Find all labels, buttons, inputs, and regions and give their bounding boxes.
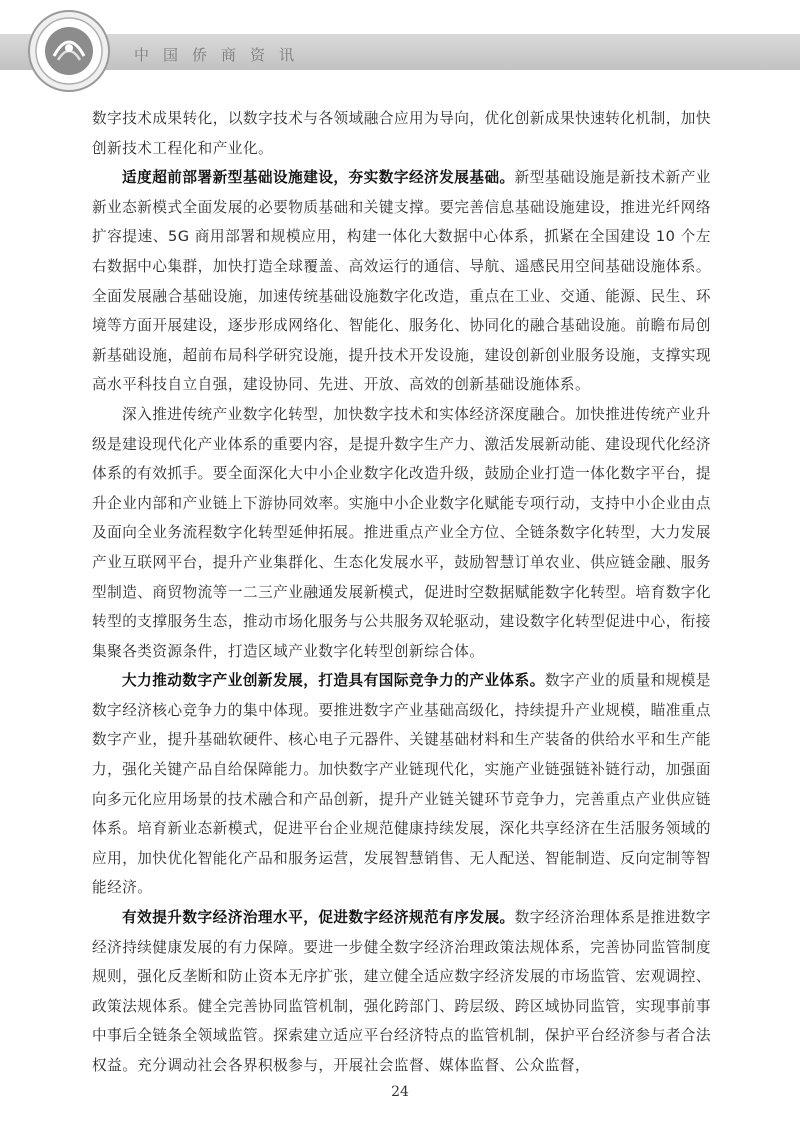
header-band [0, 34, 800, 70]
paragraph-1-text: 数字技术成果转化，以数字技术与各领域融合应用为导向，优化创新成果快速转化机制，加快创新技术工程化和产业化。 [92, 110, 711, 157]
paragraph-4-heading: 大力推动数字产业创新发展，打造具有国际竞争力的产业体系。 [122, 672, 545, 690]
paragraph-5-heading: 有效提升数字经济治理水平，促进数字经济规范有序发展。 [122, 909, 515, 927]
paragraph-4 [92, 666, 711, 903]
organization-logo [26, 8, 112, 94]
paragraph-1 [92, 104, 711, 163]
paragraph-4-text: 数字产业的质量和规模是数字经济核心竞争力的集中体现。要推进数字产业基础高级化，持续提升产业规模，瞄准重点数字产业，提升基础软硬件、核心电子元器件、关键基础材料和生产装备的供给水平和生产能力，强化关键产品自给保障能力。加快数字产业链现代化，实施产业链强链补链行动，加强面向多元化应用场景的技术融合和产品创新，提升产业链关键环节竞争力，完善重点产业供应链体系。培育新业态新模式，促进平台企业规范健康持续发展，深化共享经济在生活服务领域的应用，加快优化智能化产品和服务运营，发展智慧销售、无人配送、智能制造、反向定制等智能经济。 [92, 672, 711, 897]
page-number: 24 [391, 1084, 409, 1100]
paragraph-2-heading: 适度超前部署新型基础设施建设，夯实数字经济发展基础。 [122, 169, 515, 187]
paragraph-5 [92, 903, 711, 1081]
header-title: 中国侨商资讯 [134, 46, 309, 64]
paragraph-2-text: 新型基础设施是新技术新产业新业态新模式全面发展的必要物质基础和关键支撑。要完善信息基础设施建设，推进光纤网络扩容提速、5G 商用部署和规模应用，构建一体化大数据中心体系，抓紧在全国建设 10 个左右数据中心集群，加快打造全球覆盖、高效运行的通信、导航、遥感民用空间基础设施体系。全面发展融合基础设施，加速传统基础设施数字化改造，重点在工业、交通、能源、民生、环境等方面开展建设，逐步形成网络化、智能化、服务化、协同化的融合基础设施。前瞻布局创新基础设施，超前布局科学研究设施，提升技术开发设施，建设创新创业服务设施，支撑实现高水平科技自立自强，建设协同、先进、开放、高效的创新基础设施体系。 [92, 169, 711, 394]
article-body [92, 104, 711, 1081]
paragraph-2 [92, 163, 711, 400]
paragraph-3-text: 深入推进传统产业数字化转型，加快数字技术和实体经济深度融合。加快推进传统产业升级是建设现代化产业体系的重要内容，是提升数字生产力、激活发展新动能、建设现代化经济体系的有效抓手。要全面深化大中小企业数字化改造升级，鼓励企业打造一体化数字平台，提升企业内部和产业链上下游协同效率。实施中小企业数字化赋能专项行动，支持中小企业由点及面向全业务流程数字化转型延伸拓展。推进重点产业全方位、全链条数字化转型，大力发展产业互联网平台，提升产业集群化、生态化发展水平，鼓励智慧订单农业、供应链金融、服务型制造、商贸物流等一二三产业融通发展新模式，促进时空数据赋能数字化转型。培育数字化转型的支撑服务生态，推动市场化服务与公共服务双轮驱动，建设数字化转型促进中心，衔接集聚各类资源条件，打造区域产业数字化转型创新综合体。 [92, 405, 711, 660]
paragraph-3 [92, 400, 711, 666]
paragraph-5-text: 数字经济治理体系是推进数字经济持续健康发展的有力保障。要进一步健全数字经济治理政策法规体系，完善协同监管制度规则，强化反垄断和防止资本无序扩张，建立健全适应数字经济发展的市场监管、宏观调控、政策法规体系。健全完善协同监管机制，强化跨部门、跨层级、跨区域协同监管，实现事前事中事后全链条全领域监管。探索建立适应平台经济特点的监管机制，保护平台经济参与者合法权益。充分调动社会各界积极参与，开展社会监督、媒体监督、公众监督， [92, 909, 711, 1074]
